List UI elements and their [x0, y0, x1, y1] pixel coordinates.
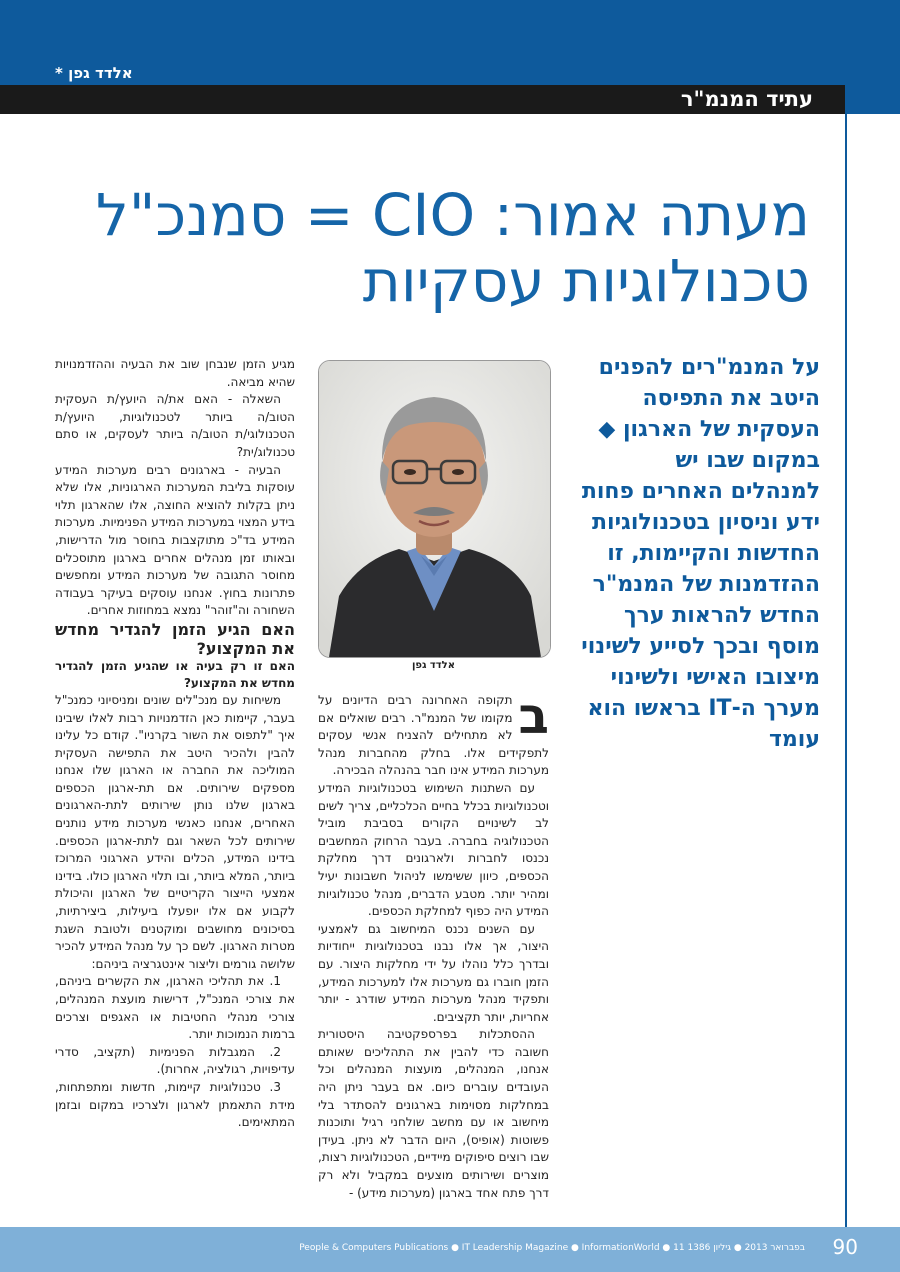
section-subheading: האם הגיע הזמן להגדיר מחדש את המקצוע?	[55, 619, 295, 658]
page-number: 90	[832, 1235, 858, 1259]
question-heading: האם זו רק בעיה או שהגיע הזמן להגדיר מחדש את המקצוע?	[55, 658, 295, 690]
section-title: עתיד המנמ"ר	[680, 87, 813, 111]
paragraph: תקופה האחרונה רבים הדיונים על מקומו של המנמ"ר. רבים שואלים אם לא מתחילים להצניח אנשי עסקים לתפקידים אלו. בחלק מהחברות מנהל מערכות המידע אינו חבר בהנהלה הבכירה.	[318, 693, 549, 778]
list-item: 1. את תהליכי הארגון, את הקשרים ביניהם, את צורכי המנכ"ל, דרישות מועצת המנהלים, צורכי מנהלי החטיבות או האגפים וצרכים ברמות הנמוכות יותר.	[55, 974, 295, 1042]
headline	[40, 182, 810, 314]
left-column	[55, 356, 295, 1132]
paragraph: משיחות עם מנכ"לים שונים ומניסיוני כמנכ"ל בעבר, קיימות כאן הזדמנויות רבות לאלו שיבינו איך "לתפוס את השור בקרניו". קודם כל עלינו להבין ולהכיר היטב את התפישה העסקית המוליכה את החברה או הארגון שלו אנחנו מספקים שירותים. אם תת-ארגון הכספים בארגון שלנו נותן שירותים לתת-הארגונים האחרים, אנחנו כאנשי מערכות מידע נותנים שירותים לכל השאר וגם לתת-ארגון הכספים. בידינו המידע, הכלים והידע הארגוני המרוכז ביותר, המלא ביותר, ובו תלוי הארגון כולו. בידינו אמצעי הייצור הקריטיים של הארגון והיכולת לקבוע אם אלו יופעלו ביעילות, ביצירתיות, בסיכונים מחושבים ומוקטנים ולטובת השגת מטרות הארגון. לשם כך על מנהל המידע להכיר שלושה גורמים וליצור אינטגרציה ביניהם:	[55, 692, 295, 971]
pull-quote: על המנמ"רים להפנים היטב את התפיסה העסקית של הארגון ◆ במקום שבו יש למנהלים האחרים פחות ידע וניסיון בטכנולוגיות החדשות והקיימות, זו ההזדמנות של המנמ"ר החדש להראות ערך מוסף ובכך לסייע לשינוי מיצובו האישי ולשינוי מערך ה-IT בראשו הוא עומד	[581, 355, 820, 752]
photo-caption: אלדד גפן	[411, 660, 456, 671]
paragraph: הבעיה - בארגונים רבים מערכות המידע עוסקות בליבת המערכות הארגוניות, אלו שלא ניתן בקלות להוציא החוצה, אלו שהארגון תלוי בידע המצוי במערכות המידע הפנימיות. מערכות המידע בד"כ מתוקצבות בחוסר מול הדרישות, ובאותו זמן מנהלים אחרים בארגון מתוסכלים מחוסר התגובה של מערכות המידע ומחפשים פתרונות בחוץ. אנחנו עוסקים בעיקר בעבודה השחורה וה"זוהר" נמצא במחוזות אחרים.	[55, 462, 295, 618]
side-strip-top	[845, 85, 900, 114]
list-item: 3. טכנולוגיות קיימות, חדשות ומתפתחות, מידת התאמתן לארגון ולצרכיו במקום ובזמן המתאימים.	[55, 1079, 295, 1130]
paragraph: ההסתכלות בפרספקטיבה היסטורית חשובה כדי להבין את התהליכים שאותם אנחנו, המנהלים, מועצות המנהלים וכל העובדים עוברים כיום. אם בעבר ניתן היה במחלקות מסוימות בארגונים להסתדר בלי מיחשוב או עם מחשב שולחני רגיל ותוכנות פשוטות (אופיס), היום הדבר לא ניתן. בעידן שבו רוצים סיפוקים מיידיים, הטכנולוגיות רצות, מוצרים ושירותים מוצעים במקביל ולא רק דרך פתח אחד בארגון (מערכות מידע) -	[318, 1027, 549, 1200]
author-photo	[318, 360, 551, 658]
paragraph: מגיע הזמן שנבחן שוב את הבעיה וההזדמנויות שהיא מביאה.	[55, 357, 295, 389]
section-bar	[0, 85, 845, 114]
paragraph: השאלה - האם את/ה היועץ/ת העסקית הטוב/ה ביותר לטכנולוגיות, היועץ/ת הטכנולוגי/ת הטוב/ה ביותר לעסקים, או סתם טכנולוג/ית?	[55, 392, 295, 459]
portrait-illustration	[319, 361, 550, 657]
paragraph: עם השתנות השימוש בטכנולוגיות המידע וטכנולוגיות בכלל בחיים הכלכליים, צריך לשים לב לשינויים הקורים בסביבת מוביל הטכנולוגיה בחברה. בעבר הרחוק המחשבים נכנסו לחברות ולארגונים דרך מחלקת הכספים, כיוון ששימשו לניהול חשבונות יעיל ומהיר יותר. מטבע הדברים, מנהל טכנולוגיות המידע היה כפוף למחלקת הכספים.	[318, 780, 549, 919]
author-tag: אלדד גפן *	[55, 64, 133, 82]
side-strip	[845, 85, 900, 1227]
drop-cap: ב	[518, 687, 549, 745]
headline-line-2: טכנולוגיות עסקיות	[362, 247, 810, 315]
headline-line-1: מעתה אמור: CIO = סמנכ"ל	[95, 181, 810, 249]
paragraph: עם השנים נכנס המיחשוב גם לאמצעי היצור, אך אלו נבנו בטכנולוגיות ייחודיות ובדרך כלל נוהלו על ידי מחלקות היצור. עם הזמן חוברו גם מערכות אלו למערכות המידע, ותפקיד מנהל מערכות המידע שודרג - יותר אחריות, יותר תקציבים.	[318, 921, 549, 1024]
list-item: 2. המגבלות הפנימיות (תקציב, סדרי עדיפויות, רגולציה, אחרות).	[55, 1044, 295, 1077]
footer-credits: People & Computers Publications ● IT Leadership Magazine ● InformationWorld ● 11 בפברואר 2013 ● גיליון 1386	[299, 1243, 805, 1253]
middle-column	[318, 687, 549, 1202]
